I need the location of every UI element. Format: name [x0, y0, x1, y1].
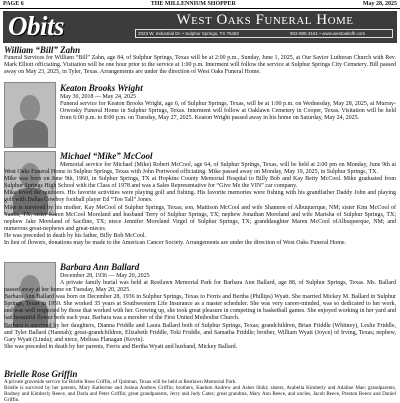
- obit-name-wright: Keaton Brooks Wright: [60, 83, 143, 93]
- funeral-home-phone: 903-885-3161 • www.westoaksfh.com: [290, 31, 366, 36]
- funeral-home-address: 2023 W. Industrial Dr. • Sulphur Springs, TX 75482: [138, 31, 240, 36]
- obit-body-griffin: A private graveside service for Brielle Rose Griffin, of Quitman, Texas will be held at Restlawn Memorial Park. Brielle is survived by her parents, Mary Katherine and Joshua Andrew Griffin; brothers, Kaelum Andrew and Asher Shiki; sisters, Arabella Kimberly and Adaline Mae; grandparents, Rodney and Kimberly Reece, and Darla and Peter Griffin; great grandparents, Jerry and Judy Cates; great grandma, Mary Ann Reece, and uncles, Jacob Reece, Preston Reece and Daniel Griffin.: [4, 379, 396, 403]
- obit-dates-wright: May 30, 2018 — May 24, 2025: [60, 94, 136, 100]
- header-rule: [0, 8, 400, 9]
- banner-title: Obits: [8, 11, 65, 41]
- obit-name-griffin: Brielle Rose Griffin: [4, 369, 78, 379]
- obit-name-zahn: William “Bill” Zahn: [4, 45, 81, 55]
- obit-body-zahn: Funeral Services for William “Bill” Zahn, age 84, of Sulphur Springs, Texas will be at 2:00 p.m., Sunday, June 1, 2025, at Our Savior Lutheran Church with Rev. Mark Elliott officiating. Visitation will be one hour prior to the service at 1:00 p.m. Interment will follow the service at Sulphur Springs City Cemetery. Bill passed away on May 23, 2025, in Tyler, Texas. Arrangements are under the direction of West Oaks Funeral Home.: [4, 55, 396, 76]
- photo-wright: [4, 82, 56, 148]
- obit-body-ballard: A private family burial was held at Restlawn Memorial Park for Barbara Ann Ballard, age 88, of Sulphur Springs, Texas. Ms. Ballard passed away at her home on Tuesday, May 20, 2025. Barbara Ann Ballard was born on December 28, 1936 in Sulphur Springs, Texas to Ferris and Bertha (Phillips) Wyatt. She married Mickey M. Ballard in Sulphur Springs, Texas in 1959. She worked 35 years at Southwestern Life Insurance as a master scheduler. She was very career-minded, was so dedicated to her work, and was well respected by those that worked with her. Growing up, she took great pleasure in competing in basketball games. She enjoyed working in her yard and had beautiful flower beds each year. Barbara was a member of the First United Methodist Church. Barbara is survived by her daughters, Dianna Friddle and Laura Ballard both of Sulphur Springs, Texas; grandchildren, Brian Friddle (Whitney), Leslie Friddle, and Tyler Ballard (Hannah); great-grandchildren, Elizabeth Friddle, Toki Friddle, and Samatha Friddle; brother, William Wyatt (Joyce) of Irving, Texas; nephew, Gary Wyatt (Linda); and niece, Melissa Flanagan (Kevin). She was preceded in death by her parents, Ferris and Bertha Wyatt and husband, Mickey Ballard.: [4, 280, 396, 350]
- paper-name: THE MILLENNIUM SHOPPER: [150, 1, 236, 7]
- obit-name-mccool: Michael “Mike” McCool: [60, 151, 153, 161]
- issue-date: May 28, 2025: [362, 1, 397, 7]
- page-number: PAGE 6: [3, 1, 24, 7]
- funeral-home-name: West Oaks Funeral Home: [176, 12, 354, 28]
- obit-name-ballard: Barbara Ann Ballard: [60, 262, 140, 272]
- obit-body-mccool: Memorial service for Michael (Mike) Robert McCool, age 64, of Sulphur Springs, Texas, will be held at 2:00 pm on Monday, June 9th at West Oaks Funeral Home in Sulphur Springs, Texas with John Portwood officiating. Mike passed away on Monday, May 19, 2025, in Sulphur Springs, TX. Mike was born on June 9th, 1960, in Sulphur Springs, TX at Hopkins County Memorial Hospital to Billy Bob and Kay Betty McCool. Mike graduated from Sulphur Springs High School with the Class of 1978 and was a Sales Representative for “Give Me the VIN” car company. Mike loved the outdoors. His favorite activities were playing golf and fishing. His favorite memories were fishing with his grandfather Daddy John and playing golf with Dallas Cowboy football player Ed “Too Tall” Jones. Mike is survived by his mother, Kay MeCool of Sulphur Springs, Texas; son, Mattison McCool and wife Shannon of Albuquerque, NM; sister Kim McCool of Yantis, TX; sister Karen McCool Moreland and husband Terry of Sulphur Springs, TX; nephew Jonathan Moreland and wife Marisha of Sulphur Springs, TX; nephew Jake Moreland of Saciline, TX; niece Jennifer Moreland Virgel of Sulphur Springs, TX; granddaughter Maren McCool ofAlbuquerque, NM; and numerous great-nephews and great-nieces. He was preceded in death by his father, Billy Bob McCool. In lieu of flowers, donations may be made to the American Cancer Society. Arrangements are under the direction of West Oaks Funeral Home.: [4, 162, 396, 247]
- obit-dates-ballard: December 28, 1936 — May 20, 2025: [60, 273, 150, 279]
- page-header: [0, 0, 400, 8]
- obit-body-wright: Funeral service for Keaton Brooks Wright, age 6, of Sulphur Springs, Texas, will be at 1:00 p.m. on Wednesday, May 28, 2025, at Murray-Orwosky Funeral Home in Sulphur Springs, Texas. Interment will follow at Oaklawn Cemetery in Cooper, Texas. Visitation will be held from 6:00 p.m. to 8:00 p.m. on Tuesday, May 27, 2025. Keaton Wright passed away in his home on Saturday, May 24, 2025.: [60, 101, 396, 122]
